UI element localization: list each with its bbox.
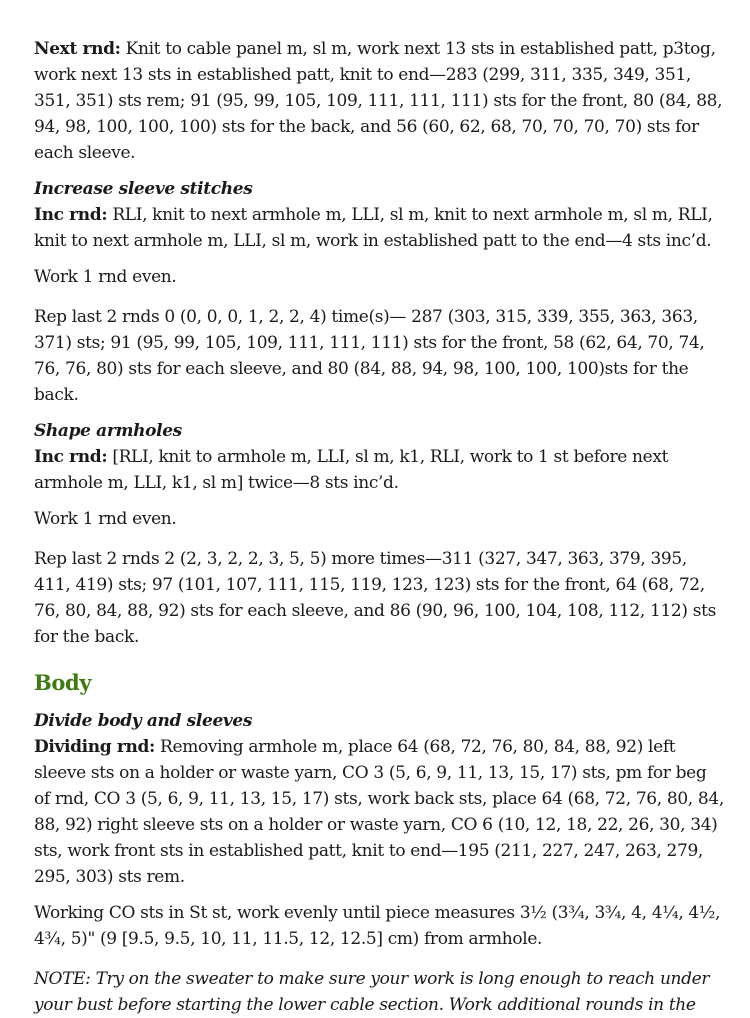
- armhole-increase-label: Inc rnd:: [34, 447, 108, 467]
- shape-armholes-heading: Shape armholes: [34, 421, 182, 441]
- increase-round-text: RLI, knit to next armhole m, LLI, sl m, knit to next armhole m, sl m, RLI, knit to next armhole m, LLI, sl m, work in established patt to the end—4 sts inc’d.: [34, 205, 713, 251]
- armhole-increase-text: [RLI, knit to armhole m, LLI, sl m, k1, RLI, work to 1 st before next armhole m, LLI, k1, sl m] twice—8 sts inc’d.: [34, 447, 669, 493]
- repeat-instruction: Rep last 2 rnds 0 (0, 0, 0, 1, 2, 2, 4) time(s)— 287 (303, 315, 339, 355, 363, 363, 371) sts; 91 (95, 99, 105, 109, 111, 111, 111) sts for the front, 58 (62, 64, 70, 74, 76, 76, 80) sts for each sleeve, and 80 (84, 88, 94, 98, 100, 100, 100)sts for the back.: [34, 307, 705, 405]
- working-evenly-instruction: Working CO sts in St st, work evenly until piece measures 3½ (3¾, 3¾, 4, 4¼, 4½, 4¾, 5)" (9 [9.5, 9.5, 10, 11, 11.5, 12, 12.5] cm) from armhole.: [34, 903, 721, 949]
- fit-note: NOTE: Try on the sweater to make sure your work is long enough to reach under your bust before starting the lower cable section. Work additional rounds in the: [34, 969, 710, 1015]
- dividing-round-instruction: [34, 734, 724, 890]
- next-round-label: Next rnd:: [34, 39, 121, 59]
- increase-round-label: Inc rnd:: [34, 205, 108, 225]
- work-even-instruction: Work 1 rnd even.: [34, 267, 177, 287]
- armhole-work-even-instruction: Work 1 rnd even.: [34, 509, 177, 529]
- body-section-heading: Body: [34, 670, 92, 695]
- armhole-increase-instruction: [34, 444, 724, 496]
- next-round-instruction: [34, 36, 724, 166]
- increase-round-instruction: [34, 202, 724, 254]
- next-round-text: Knit to cable panel m, sl m, work next 13 sts in established patt, p3tog, work next 13 sts in established patt, knit to end—283 (299, 311, 335, 349, 351, 351, 351) sts rem; 91 (95, 99, 105, 109, 111, 111, 111) sts for the front, 80 (84, 88, 94, 98, 100, 100, 100) sts for the back, and 56 (60, 62, 68, 70, 70, 70, 70) sts for each sleeve.: [34, 39, 723, 163]
- divide-body-heading: Divide body and sleeves: [34, 711, 253, 731]
- increase-sleeve-heading: Increase sleeve stitches: [34, 179, 253, 199]
- dividing-round-label: Dividing rnd:: [34, 737, 155, 757]
- armhole-repeat-instruction: Rep last 2 rnds 2 (2, 3, 2, 2, 3, 5, 5) more times—311 (327, 347, 363, 379, 395, 411, 419) sts; 97 (101, 107, 111, 115, 119, 123, 123) sts for the front, 64 (68, 72, 76, 80, 84, 88, 92) sts for each sleeve, and 86 (90, 96, 100, 104, 108, 112, 112) sts for the back.: [34, 549, 716, 647]
- dividing-round-text: Removing armhole m, place 64 (68, 72, 76, 80, 84, 88, 92) left sleeve sts on a holder or waste yarn, CO 3 (5, 6, 9, 11, 13, 15, 17) sts, pm for beg of rnd, CO 3 (5, 6, 9, 11, 13, 15, 17) sts, work back sts, place 64 (68, 72, 76, 80, 84, 88, 92) right sleeve sts on a holder or waste yarn, CO 6 (10, 12, 18, 22, 26, 30, 34) sts, work front sts in established patt, knit to end—195 (211, 227, 247, 263, 279, 295, 303) sts rem.: [34, 737, 724, 887]
- pattern-page: [34, 36, 724, 1018]
